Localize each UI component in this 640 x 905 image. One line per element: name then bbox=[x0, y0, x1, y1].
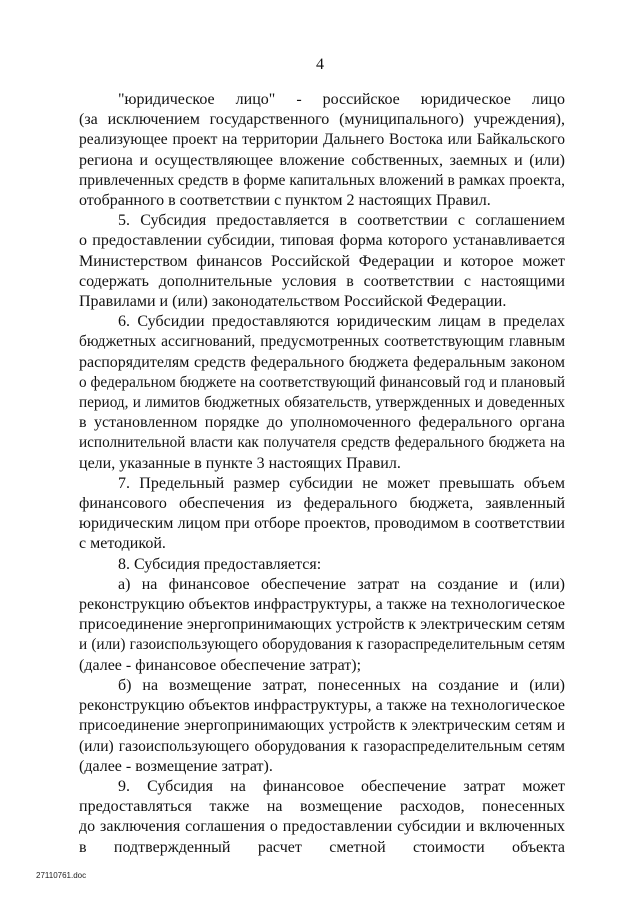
text-line: (за исключением государственного (муниципального) учреждения), bbox=[79, 111, 565, 129]
text-line: цели, указанные в пункте 3 настоящих Правил. bbox=[79, 454, 401, 472]
text-line: (далее - возмещение затрат). bbox=[79, 757, 273, 775]
paragraph-8a bbox=[79, 575, 565, 676]
text-line: Министерством финансов Российской Федерации и которое может bbox=[79, 252, 565, 270]
text-line: а) на финансовое обеспечение затрат на создание и (или) bbox=[118, 575, 565, 593]
text-line: о предоставлении субсидии, типовая форма которого устанавливается bbox=[79, 232, 565, 250]
text-line: реализующее проект на территории Дальнего Востока или Байкальского bbox=[79, 131, 565, 149]
text-line: 5. Субсидия предоставляется в соответствии с соглашением bbox=[118, 212, 565, 230]
document-body bbox=[79, 90, 565, 858]
text-line: отобранного в соответствии с пунктом 2 настоящих Правил. bbox=[79, 192, 491, 210]
text-line: присоединение энергопринимающих устройств к электрическим сетям bbox=[79, 616, 565, 634]
document-file-code: 27110761.doc bbox=[36, 871, 87, 880]
text-line: и (или) газоиспользующего оборудования к газораспределительным сетям bbox=[79, 636, 565, 654]
text-line: 9. Субсидия на финансовое обеспечение затрат может bbox=[118, 777, 565, 795]
text-line: б) на возмещение затрат, понесенных на создание и (или) bbox=[118, 676, 565, 694]
text-line: Правилами и (или) законодательством Российской Федерации. bbox=[79, 293, 507, 311]
text-line: (далее - финансовое обеспечение затрат); bbox=[79, 656, 362, 674]
text-line: период, и лимитов бюджетных обязательств, утвержденных и доведенных bbox=[79, 394, 565, 412]
paragraph-7 bbox=[79, 474, 565, 555]
text-line: реконструкцию объектов инфраструктуры, а также на технологическое bbox=[79, 697, 565, 715]
text-line: с методикой. bbox=[79, 535, 166, 553]
text-line: 7. Предельный размер субсидии не может превышать объем bbox=[118, 474, 565, 492]
text-line: юридическим лицом при отборе проектов, проводимом в соответствии bbox=[79, 515, 565, 533]
text-line: региона и осуществляющее вложение собственных, заемных и (или) bbox=[79, 151, 565, 169]
paragraph-9 bbox=[79, 777, 565, 858]
text-line: в подтвержденный расчет сметной стоимости объекта bbox=[79, 838, 565, 856]
text-line: "юридическое лицо" - российское юридическое лицо bbox=[118, 91, 565, 108]
text-line: 8. Субсидия предоставляется: bbox=[118, 555, 322, 573]
text-line: о федеральном бюджете на соответствующий финансовый год и плановый bbox=[79, 373, 565, 391]
text-line: реконструкцию объектов инфраструктуры, а также на технологическое bbox=[79, 596, 565, 614]
text-line: финансового обеспечения из федерального бюджета, заявленный bbox=[79, 495, 565, 513]
paragraph-6 bbox=[79, 312, 565, 474]
text-line: (или) газоиспользующего оборудования к газораспределительным сетям bbox=[79, 737, 565, 755]
text-line: 6. Субсидии предоставляются юридическим лицам в пределах bbox=[118, 313, 565, 331]
text-line: до заключения соглашения о предоставлении субсидии и включенных bbox=[79, 818, 565, 836]
paragraph-8 bbox=[79, 555, 565, 575]
text-line: исполнительной власти как получателя средств федерального бюджета на bbox=[79, 434, 565, 452]
paragraph-8b bbox=[79, 676, 565, 777]
text-line: бюджетных ассигнований, предусмотренных соответствующим главным bbox=[79, 333, 565, 351]
text-line: содержать дополнительные условия в соответствии с настоящими bbox=[79, 272, 565, 290]
text-line: распорядителям средств федерального бюджета федеральным законом bbox=[79, 353, 565, 371]
paragraph-legal-entity-definition bbox=[79, 90, 565, 211]
paragraph-5 bbox=[79, 211, 565, 312]
page-number: 4 bbox=[316, 56, 324, 73]
text-line: в установленном порядке до уполномоченного федерального органа bbox=[79, 414, 565, 432]
text-line: присоединение энергопринимающих устройств к электрическим сетям и bbox=[79, 717, 565, 735]
text-line: привлеченных средств в форме капитальных вложений в рамках проекта, bbox=[79, 171, 565, 189]
text-line: предоставляться также на возмещение расходов, понесенных bbox=[79, 798, 565, 816]
